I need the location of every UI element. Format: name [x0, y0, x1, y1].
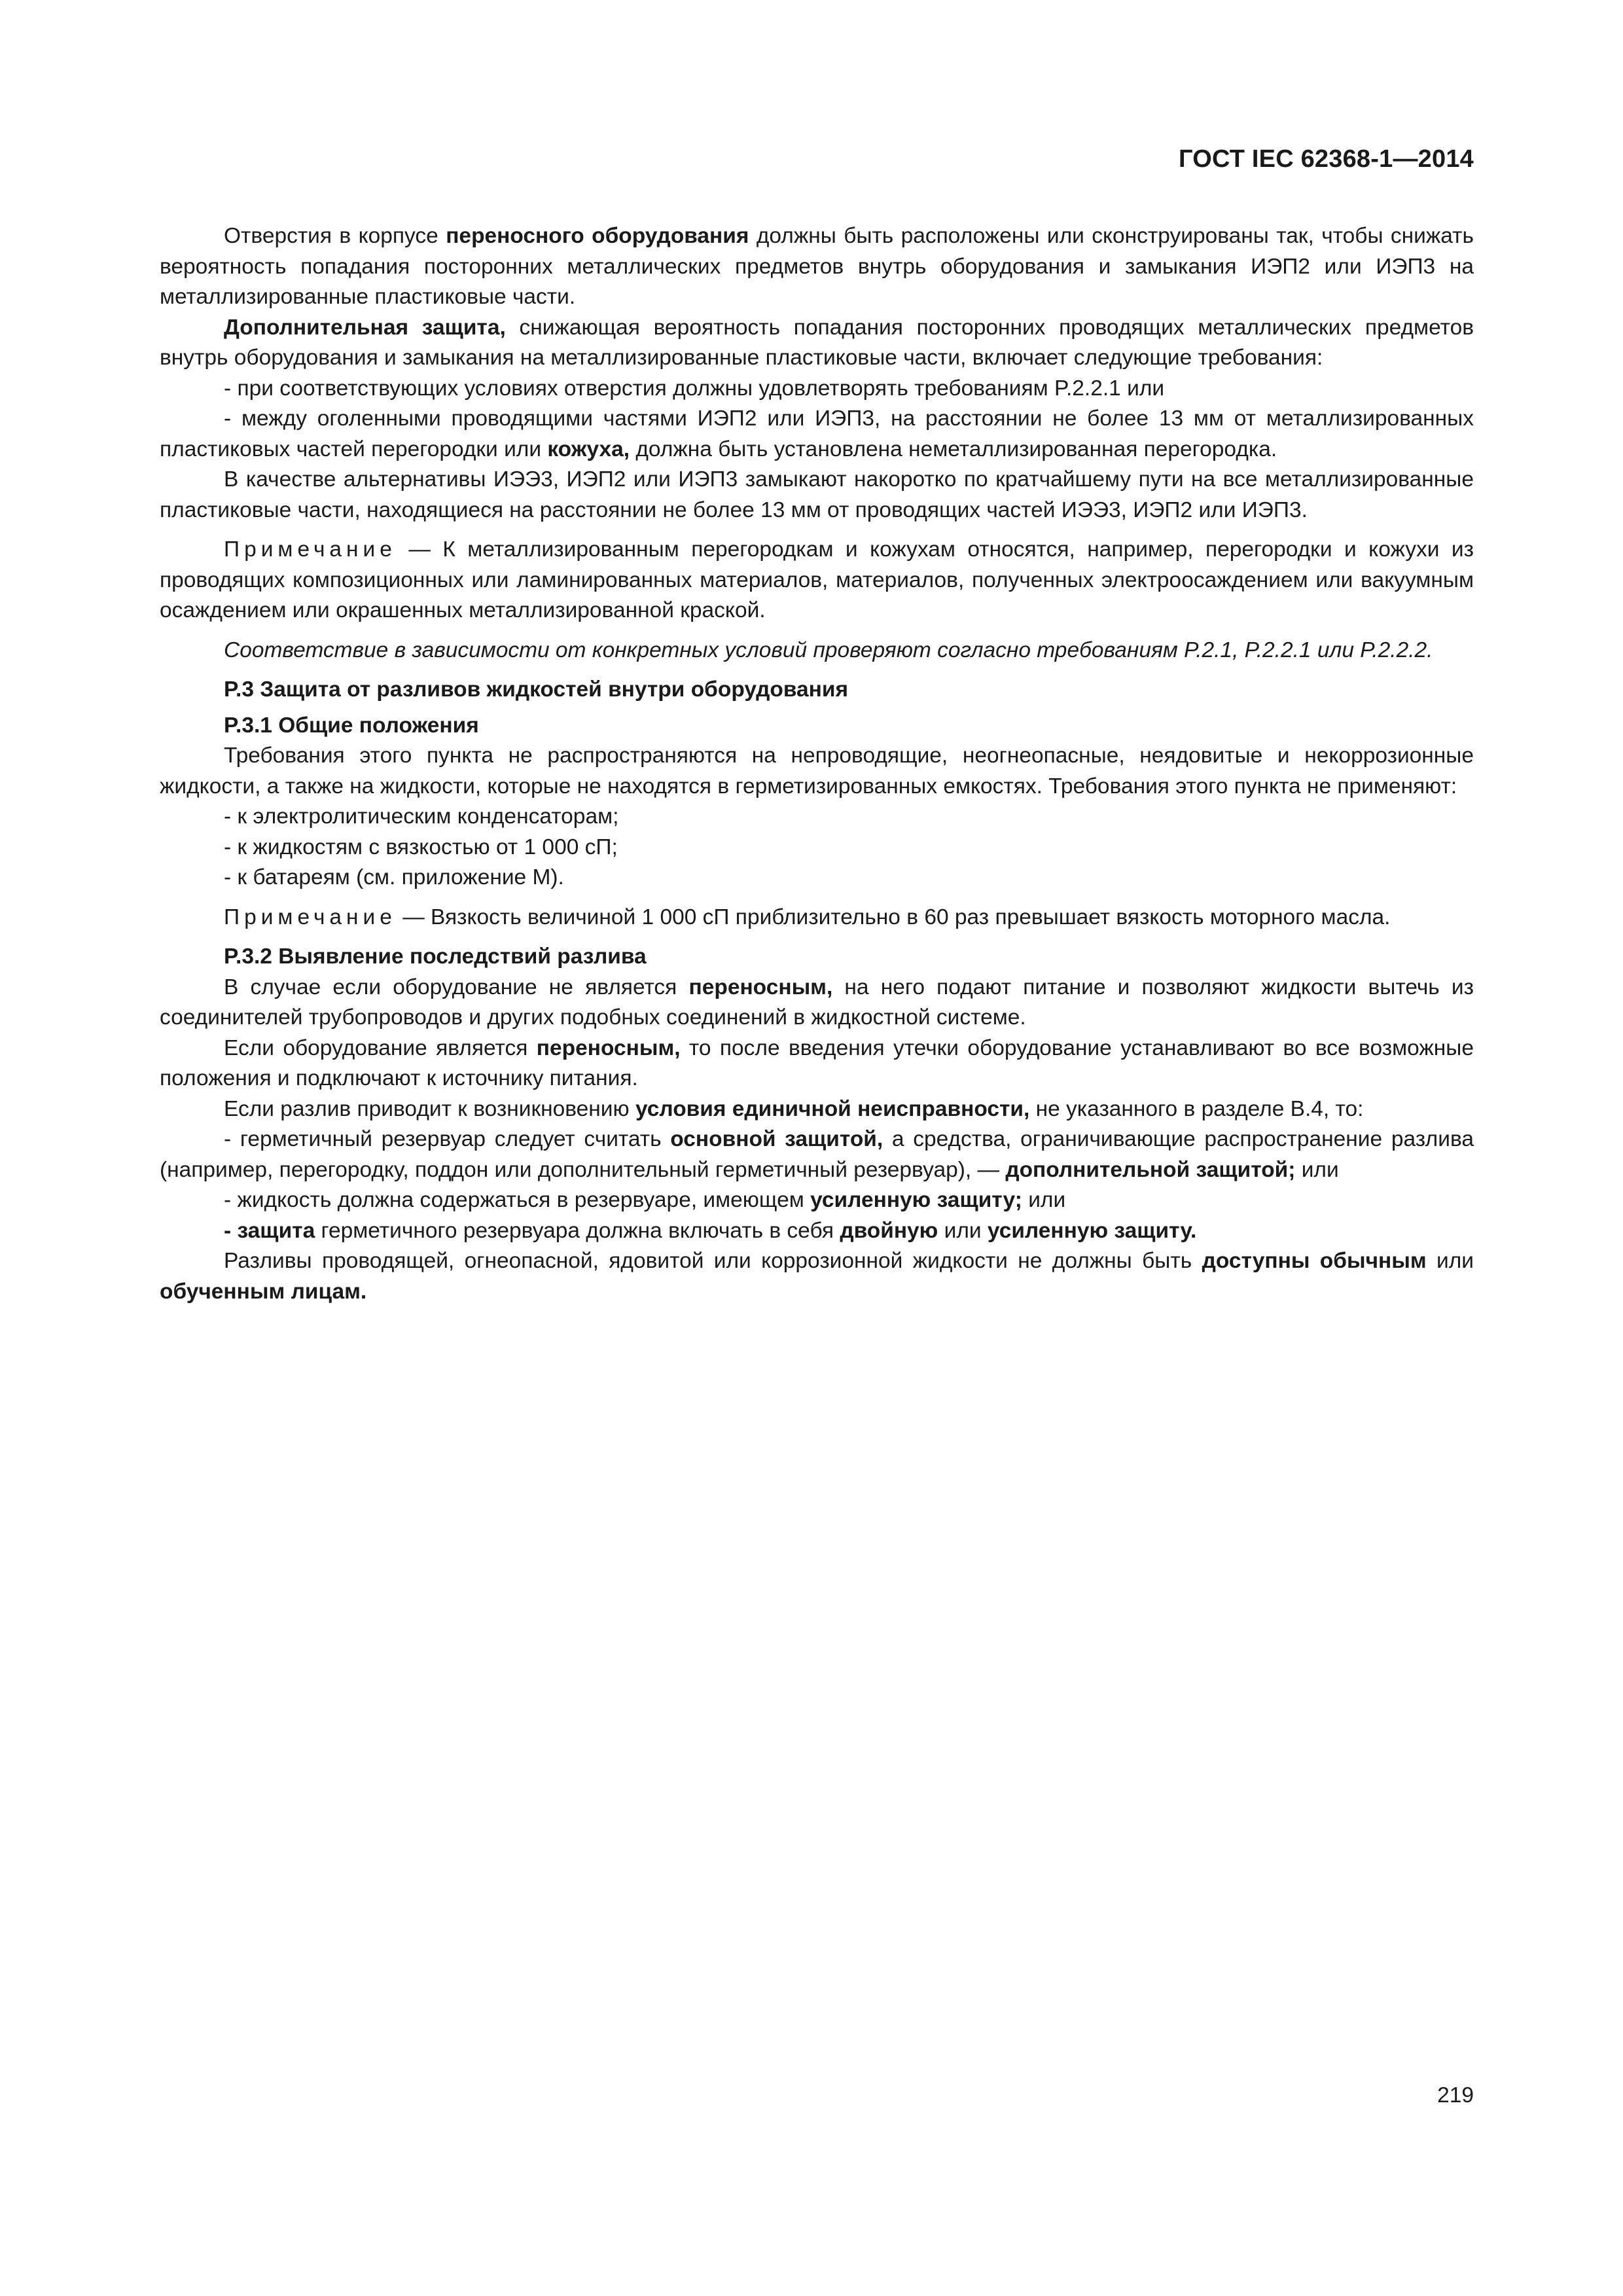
text: В случае если оборудование не является — [224, 975, 689, 999]
note — [160, 903, 1474, 933]
list-item — [160, 404, 1474, 465]
note-text: — К металлизированным перегородкам и кожухам относятся, например, перегородки и кожухи из проводящих композиционных или ламинированных материалов, материалов, полученных электроосаждением или вакуумным осаждением или окрашенных металлизированной краской. — [160, 537, 1474, 622]
term-bold: переносным, — [688, 975, 833, 999]
section-heading: P.3 Защита от разливов жидкостей внутри оборудования — [224, 677, 849, 702]
text: снижающая вероятность попадания посторонних проводящих металлических предметов внутрь оборудования и замыкания на металлизированные пластиковые части, включает следующие требования: — [160, 315, 1474, 370]
text: а средства, ограничивающие распространение разлива (например, перегородку, поддон или дополнительный герметичный резервуар), — — [160, 1127, 1474, 1182]
paragraph-alternative: В качестве альтернативы ИЭЭ3, ИЭП2 или ИЭП3 замыкают накоротко по кратчайшему пути на все металлизированные пластиковые части, находящиеся на расстоянии не более 13 мм от проводящих частей ИЭЭ3, ИЭП2 или ИЭП3. — [160, 467, 1474, 522]
paragraph-additional-protection — [160, 313, 1474, 374]
spacer — [160, 706, 1474, 711]
text: на него подают питание и позволяют жидкости вытечь из соединителей трубопроводов и других подобных соединений в жидкостной системе. — [160, 975, 1474, 1030]
term-bold: двойную — [840, 1218, 938, 1243]
list-item: - к жидкостям с вязкостью от 1 000 сП; — [224, 834, 618, 859]
document-header: ГОСТ IEC 62368-1—2014 — [1179, 145, 1474, 173]
text: герметичного резервуара должна включать в себя — [315, 1218, 840, 1243]
spacer — [160, 933, 1474, 942]
paragraph — [160, 1094, 1474, 1125]
page-number: 219 — [1437, 2083, 1474, 2108]
text: должна быть установлена неметаллизированная перегородка. — [630, 437, 1277, 461]
term-bold: условия единичной неисправности, — [635, 1096, 1030, 1121]
text: Если оборудование является — [224, 1035, 537, 1060]
text: должны быть расположены или сконструированы так, чтобы снижать вероятность попадания посторонних металлических предметов внутрь оборудования и замыкания ИЭП2 или ИЭП3 на металлизированные пластиковые части. — [160, 224, 1474, 309]
term-bold: основной защитой, — [670, 1127, 883, 1151]
text: не указанного в разделе B.4, то: — [1029, 1096, 1364, 1121]
term-bold: усиленную защиту; — [810, 1188, 1022, 1212]
term-bold: - защита — [224, 1218, 315, 1243]
term-bold: переносным, — [536, 1035, 681, 1060]
list-item — [160, 1185, 1474, 1216]
note-text: — Вязкость величиной 1 000 сП приблизительно в 60 раз превышает вязкость моторного масла. — [396, 905, 1391, 929]
list-item: - при соответствующих условиях отверстия должны удовлетворять требованиям P.2.2.1 или — [224, 376, 1165, 401]
document-body — [160, 221, 1474, 1307]
note-label: Примечание — [224, 905, 397, 929]
term-bold: дополнительной защитой; — [1005, 1157, 1296, 1182]
list-item: - к электролитическим конденсаторам; — [224, 804, 619, 829]
text: то после введения утечки оборудование устанавливают во все возможные положения и подключают к источнику питания. — [160, 1035, 1474, 1090]
text: Отверстия в корпусе — [224, 224, 446, 248]
list-item: - к батареям (см. приложение M). — [224, 865, 564, 889]
subsection-heading: P.3.2 Выявление последствий разлива — [224, 944, 647, 969]
list-item — [160, 1124, 1474, 1185]
term-bold: обученным лицам. — [160, 1279, 367, 1304]
spacer — [160, 893, 1474, 903]
term-bold: Дополнительная защита, — [224, 315, 506, 340]
paragraph-openings — [160, 221, 1474, 313]
spacer — [160, 666, 1474, 675]
paragraph — [160, 973, 1474, 1033]
text: - между оголенными проводящими частями ИЭП2 или ИЭП3, на расстоянии не более 13 мм от металлизированных пластиковых частей перегородки или — [160, 406, 1474, 461]
subsection-heading: P.3.1 Общие положения — [224, 713, 479, 738]
paragraph — [160, 1246, 1474, 1307]
text: - герметичный резервуар следует считать — [224, 1127, 671, 1151]
compliance-statement: Соответствие в зависимости от конкретных условий проверяют согласно требованиям P.2.1, P.2.2.1 или P.2.2.2. — [224, 637, 1433, 662]
text: или — [1022, 1188, 1066, 1212]
term-bold: усиленную защиту. — [987, 1218, 1197, 1243]
term-bold: кожуха, — [547, 437, 630, 461]
text: или — [1295, 1157, 1339, 1182]
text: - жидкость должна содержаться в резервуаре, имеющем — [224, 1188, 811, 1212]
paragraph — [160, 1033, 1474, 1094]
text: Если разлив приводит к возникновению — [224, 1096, 635, 1121]
term-bold: переносного оборудования — [446, 224, 749, 248]
spacer — [160, 626, 1474, 636]
list-item — [160, 1216, 1474, 1247]
text: или — [1426, 1249, 1474, 1273]
spacer — [160, 526, 1474, 535]
note — [160, 535, 1474, 626]
text: Разливы проводящей, огнеопасной, ядовитой или коррозионной жидкости не должны быть — [224, 1249, 1202, 1273]
paragraph-scope: Требования этого пункта не распространяются на непроводящие, неогнеопасные, неядовитые и некоррозионные жидкости, а также на жидкости, которые не находятся в герметизированных емкостях. Требования этого пункта не применяют: — [160, 744, 1474, 798]
term-bold: доступны обычным — [1202, 1249, 1427, 1273]
note-label: Примечание — [224, 537, 397, 562]
text: или — [938, 1218, 988, 1243]
